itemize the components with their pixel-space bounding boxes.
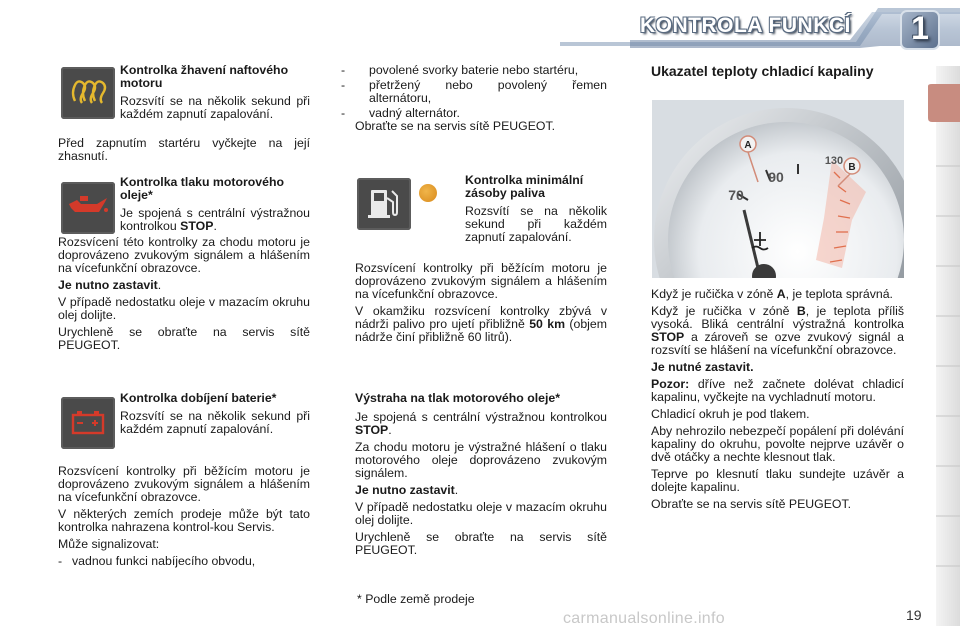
stop-label: STOP: [651, 330, 685, 344]
zone-a-text: Když je ručička v zóně: [651, 287, 774, 301]
glow-plug-warning-icon: [61, 67, 115, 119]
charging-service: Obraťte se na servis sítě PEUGEOT.: [355, 119, 556, 133]
charging-list-item: - povolené svorky baterie nebo startéru,: [341, 63, 579, 77]
charging-note: V některých zemích prodeje může být tato kontrolka nahrazena kontrol-kou Servis.: [58, 507, 310, 534]
stop-label: STOP: [180, 219, 214, 233]
zone-a-letter: A: [776, 287, 786, 301]
glow-plug-title: Kontrolka žhavení naftového motoru: [120, 63, 289, 90]
gauge-tick-90: 90: [768, 169, 784, 185]
charging-list-item: - vadný alternátor.: [341, 106, 460, 120]
oil-warning-title: Výstraha na tlak motorového oleje*: [355, 391, 561, 405]
zone-b-text: Když je ručička v zóně: [651, 304, 790, 318]
zone-b-text-mid: , je teplota příliš vysoká. Bliká centrální výstražná kontrolka: [651, 304, 904, 331]
zone-b-letter: B: [796, 304, 806, 318]
fuel-warning-icon: [357, 178, 411, 230]
charging-signal: Může signalizovat:: [58, 537, 160, 551]
fuel-tank-text: (objem nádrže činí přibližně 60 litrů).: [355, 317, 607, 344]
coolant-pressure-note: Chladicí okruh je pod tlakem.: [651, 407, 810, 421]
oil-pressure-service: Urychleně se obraťte na servis sítě PEUGEOT.: [58, 325, 310, 352]
glow-plug-note: Před zapnutím startéru vyčkejte na její zhasnutí.: [58, 136, 310, 163]
chapter-number: 1: [911, 10, 929, 46]
oil-pressure-desc: Rozsvícení této kontrolky za chodu motoru je doprovázeno zvukovým signálem a hlášením na vícefunkční obrazovce.: [58, 235, 310, 275]
coolant-title: Ukazatel teploty chladicí kapaliny: [651, 63, 874, 79]
charging-list-item: - vadnou funkci nabíjecího obvodu,: [58, 554, 256, 568]
oil-warning-service: Urychleně se obraťte na servis sítě PEUGEOT.: [355, 530, 607, 557]
battery-charge-warning-icon: [61, 397, 115, 449]
stop-label: STOP: [355, 423, 389, 437]
oil-warning-desc: Za chodu motoru je výstražné hlášení o tlaku motorového oleje doprovázeno zvukovým signálem.: [355, 440, 607, 480]
coolant-must-stop: Je nutné zastavit.: [651, 360, 754, 374]
zone-b-text-end: a zároveň se ozve zvukový signál a rozsvítí se hlášení na vícefunkční obrazovce.: [651, 330, 904, 357]
fuel-range-km: 50 km: [529, 317, 566, 331]
chapter-tabs[interactable]: [928, 66, 960, 626]
charging-desc: Rozsvícení kontrolky při běžícím motoru je doprovázeno zvukovým signálem a hlášením na vícefunkční obrazovce.: [58, 464, 310, 504]
caution-label: Pozor:: [651, 377, 690, 391]
oil-warning-refill: V případě nedostatku oleje v mazacím okruhu olej dolijte.: [355, 500, 607, 527]
page-number: 19: [906, 607, 922, 623]
manual-page: KONTROLA FUNKCÍ 1 Kontrolka žhavení naftového motoru Rozsvítí se na několik sekund při každém zapnutí zapalování. Před zapnutím startéru vyčkejte na její zhasnutí. Kontrolka tlaku motorového oleje* Je spojená s centrální výstražnou kontrolkou STOP. Rozsvícení této kontrolky za chodu motoru je doprovázeno zvukovým signálem a hlášením na vícefunkční obrazovce. Je nutno zastavit. V případě nedostatku oleje v mazacím okruhu olej dolijte. Urychleně se obraťte na servis sítě PEUGEOT. Kontrolka dobíjení baterie* Rozsvítí se na několik sekund při každém zapnutí zapalování. Rozsvícení kontrolky při běžícím motoru je doprovázeno zvukovým signálem a hlášením na vícefunkční obrazovce. V některých zemích prodeje může být tato kontrolka nahrazena kontrol-kou Servis. Může signalizovat: - vadnou funkci nabíjecího obvodu, - povolené svorky baterie nebo startéru, - přetržený nebo povolený řemen alternátoru, - vadný alternátor. Obraťte se na servis sítě PEUGEOT. Kontrolka minimální zásoby paliva Rozsvítí se na několik sekund při každém zapnutí zapalování. Rozsvícení kontrolky při běžícím motoru je doprovázeno zvukovým signálem a hlášením na vícefunkční obrazovce. V okamžiku rozsvícení kontrolky zbývá v nádrži palivo pro ujetí přibližně 50 km (objem nádrže činí přibližně 60 litrů). Výstraha na tlak motorového oleje* Je spojená s centrální výstražnou kontrolkou STOP. Za chodu motoru je výstražné hlášení o tlaku motorového oleje doprovázeno zvukovým signálem. Je nutno zastavit. V případě nedostatku oleje v mazacím okruhu olej dolijte. Urychleně se obraťte na servis sítě PEUGEOT. * Podle země prodeje Ukazatel teploty chladicí kapaliny A B 70 90 130 Když je ručička v zóně A, je teplota správná. Když je ručička v zóně B, je teplota příliš vysoká. Bliká centrální výstražná kontrolka STOP a zároveň se ozve zvukový signál a rozsvítí se hlášení na vícefunkční obrazovce. Je nutné zastavit. Pozor: dříve než začnete dolévat chladicí kapalinu, vyčkejte na vychladnutí motoru. Chladicí okruh je pod tlakem. Aby nehrozilo nebezpečí popálení při dolévání kapaliny do okruhu, povolte nejprve uzávěr o dvě otáčky a nechte klesnout tlak. Teprve po klesnutí tlaku sundejte uzávěr a dolejte kapalinu. Obraťte se na servis sítě PEUGEOT. carmanualsonline.info 19: [0, 0, 960, 640]
zone-a-text-end: , je teplota správná.: [785, 287, 893, 301]
gauge-tick-130: 130: [824, 155, 844, 167]
amber-indicator-icon: [419, 184, 437, 202]
oil-warning-text: Je spojená s centrální výstražnou kontrolkou: [355, 410, 607, 424]
oil-pressure-must-stop: Je nutno zastavit: [58, 278, 158, 292]
charging-title: Kontrolka dobíjení baterie*: [120, 391, 277, 405]
coolant-temperature-gauge: [652, 100, 904, 278]
gauge-tick-70: 70: [728, 187, 744, 203]
oil-pressure-refill: V případě nedostatku oleje v mazacím okruhu olej dolijte.: [58, 295, 310, 322]
oil-pressure-title: Kontrolka tlaku motorového oleje*: [120, 175, 284, 202]
oil-pressure-warning-icon: [61, 182, 115, 234]
glow-plug-text: Rozsvítí se na několik sekund při každém zapnutí zapalování.: [120, 94, 310, 121]
footnote: * Podle země prodeje: [357, 592, 475, 606]
charging-text: Rozsvítí se na několik sekund při každém zapnutí zapalování.: [120, 409, 310, 436]
gauge-zone-b-label: B: [848, 162, 856, 173]
gauge-zone-a-label: A: [744, 140, 752, 151]
fuel-text: Rozsvítí se na několik sekund při každém zapnutí zapalování.: [465, 204, 607, 244]
fuel-title: Kontrolka minimální zásoby paliva: [465, 173, 584, 200]
coolant-service: Obraťte se na servis sítě PEUGEOT.: [651, 497, 852, 511]
fuel-range-text: V okamžiku rozsvícení kontrolky zbývá v nádrži palivo pro ujetí přibližně: [355, 304, 607, 331]
coolant-cap-note: Teprve po klesnutí tlaku sundejte uzávěr a dolejte kapalinu.: [651, 467, 904, 494]
fuel-desc: Rozsvícení kontrolky při běžícím motoru je doprovázeno zvukovým signálem a hlášením na vícefunkční obrazovce.: [355, 261, 607, 301]
coolant-refill-note: Aby nehrozilo nebezpečí popálení při dolévání kapaliny do okruhu, povolte nejprve uzávěr o dvě otáčky a nechte klesnout tlak.: [651, 424, 904, 464]
charging-list-item: - přetržený nebo povolený řemen alternátoru,: [341, 78, 607, 105]
oil-pressure-text: Je spojená s centrální výstražnou kontrolkou: [120, 206, 310, 233]
caution-text: dříve než začnete dolévat chladicí kapalinu, vyčkejte na vychladnutí motoru.: [651, 377, 905, 404]
oil-warning-must-stop: Je nutno zastavit: [355, 483, 455, 497]
watermark: carmanualsonline.info: [563, 610, 725, 627]
page-title: KONTROLA FUNKCÍ: [640, 14, 851, 37]
